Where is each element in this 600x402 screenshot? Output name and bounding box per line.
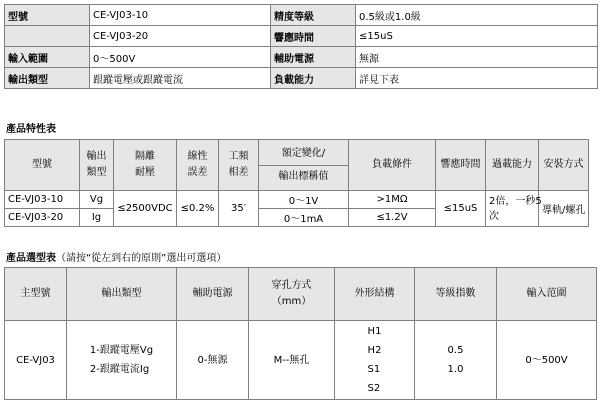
perf-header-load: 負載條件 [349, 140, 436, 191]
perf-load: ≤1.2V [349, 209, 436, 227]
sel-header-output: 輸出類型 [67, 268, 177, 321]
spec-row [5, 26, 598, 47]
perf-linearity: ≤0.2% [177, 191, 219, 227]
sel-header-row [5, 268, 597, 321]
spec-table [4, 4, 598, 89]
sel-section-title [6, 249, 226, 264]
spec-label: 響應時間 [271, 26, 356, 47]
perf-install: 導軌/螺孔 [539, 191, 589, 227]
spec-row [5, 5, 598, 26]
sel-title: 產品選型表 [6, 253, 56, 264]
perf-header-phase: 工頻 相差 [219, 140, 259, 191]
spec-row [5, 47, 598, 68]
perf-rated: 0～1V [259, 191, 349, 209]
sel-mount: M--無孔 [249, 321, 335, 400]
perf-isolation: ≤2500VDC [114, 191, 177, 227]
perf-output: Ig [80, 209, 114, 227]
spec-value: 0.5級或1.0級 [356, 5, 598, 26]
perf-header-model: 型號 [5, 140, 80, 191]
sel-output: 1-跟蹤電壓Vg 2-跟蹤電流Ig [67, 321, 177, 400]
spec-row [5, 68, 598, 89]
sel-aux-power: 0-無源 [177, 321, 249, 400]
perf-model: CE-VJ03-20 [5, 209, 80, 227]
perf-output: Vg [80, 191, 114, 209]
perf-rated: 0～1mA [259, 209, 349, 227]
perf-model: CE-VJ03-10 [5, 191, 80, 209]
perf-section-title: 產品特性表 [6, 124, 56, 135]
table-row [5, 191, 589, 209]
spec-label: 輸入範圍 [5, 47, 90, 68]
selection-table [4, 267, 597, 400]
sel-header-main-model: 主型號 [5, 268, 67, 321]
table-row [5, 321, 597, 400]
spec-label: 型號 [5, 5, 90, 26]
spec-value: 跟蹤電壓或跟蹤電流 [90, 68, 271, 89]
sel-note: （請按“從左到右的原則”選出可選項） [56, 253, 227, 264]
spec-value: ≤15uS [356, 26, 598, 47]
perf-header-rated: 額定變化/ 輸出標稱值 [259, 140, 349, 191]
perf-phase: 35′ [219, 191, 259, 227]
perf-header-response: 響應時間 [436, 140, 486, 191]
sel-header-aux-power: 輔助電源 [177, 268, 249, 321]
perf-header-output: 輸出 類型 [80, 140, 114, 191]
perf-response: ≤15uS [436, 191, 486, 227]
perf-header-overload: 過載能力 [486, 140, 539, 191]
sel-header-mount: 穿孔方式 （mm） [249, 268, 335, 321]
spec-label: 輸出類型 [5, 68, 90, 89]
perf-load: >1MΩ [349, 191, 436, 209]
sel-main-model: CE-VJ03 [5, 321, 67, 400]
sel-header-shape: 外形結構 [335, 268, 415, 321]
spec-label: 負載能力 [271, 68, 356, 89]
perf-header-install: 安裝方式 [539, 140, 589, 191]
perf-overload: 2倍，一秒5 次 [486, 191, 539, 227]
spec-value: 詳見下表 [356, 68, 598, 89]
perf-table [4, 139, 589, 227]
spec-value: 0～500V [90, 47, 271, 68]
spec-label: 輔助電源 [271, 47, 356, 68]
spec-label: 精度等級 [271, 5, 356, 26]
spec-value: 無源 [356, 47, 598, 68]
spec-value: CE-VJ03-10 [90, 5, 271, 26]
sel-header-input: 輸入范圍 [497, 268, 597, 321]
perf-header-linearity: 線性 誤差 [177, 140, 219, 191]
spec-label [5, 26, 90, 47]
perf-header-row [5, 140, 589, 191]
spec-value: CE-VJ03-20 [90, 26, 271, 47]
sel-header-grade: 等級指數 [415, 268, 497, 321]
sel-grade: 0.5 1.0 [415, 321, 497, 400]
sel-input: 0～500V [497, 321, 597, 400]
sel-shape: H1 H2 S1 S2 [335, 321, 415, 400]
perf-header-isolation: 隔離 耐壓 [114, 140, 177, 191]
